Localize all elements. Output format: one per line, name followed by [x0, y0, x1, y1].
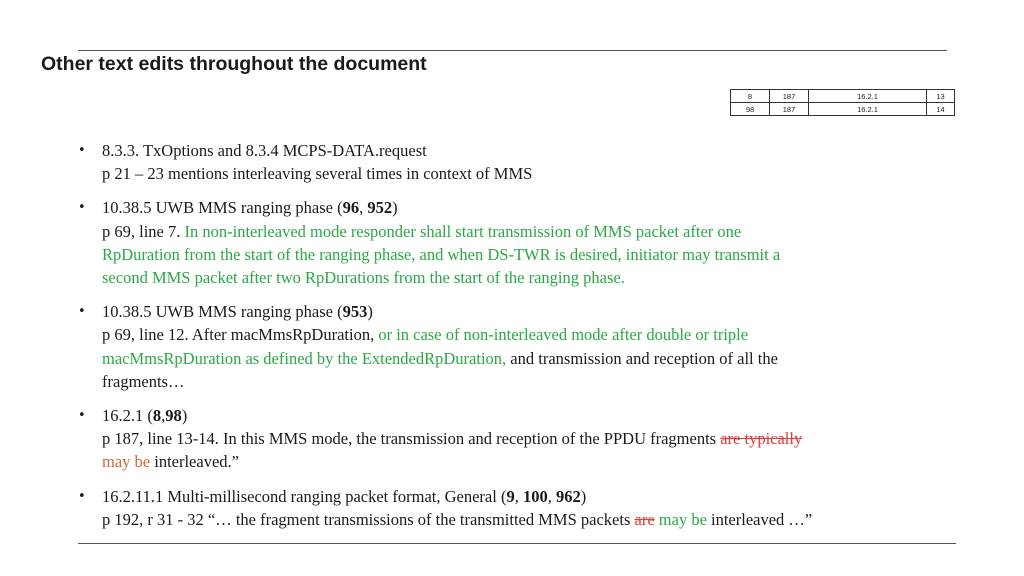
table-cell: 16.2.1: [809, 103, 927, 116]
clause-ref: 962: [555, 486, 581, 506]
deleted-text: are typically: [720, 429, 803, 449]
item-text: macMmsRpDuration as defined by the ExtendedRpDuration, and transmission and reception of all the: [102, 348, 778, 368]
item-text: p 69, line 12. After macMmsRpDuration, or in case of non-interleaved mode after double or triple: [102, 325, 749, 345]
list-item: [78, 404, 958, 474]
inserted-text: RpDuration from the start of the ranging phase, and when DS-TWR is desired, initiator may transmit a: [102, 244, 781, 264]
slide-title: Other text edits throughout the document: [41, 53, 427, 75]
item-text: p 21 – 23 mentions interleaving several times in context of MMS: [102, 164, 533, 184]
bullet-icon: •: [78, 143, 86, 158]
table-cell: 14: [927, 103, 955, 116]
bullet-icon: •: [78, 488, 86, 504]
item-text: p 187, line 13-14. In this MMS mode, the transmission and reception of the PPDU fragments are typically: [102, 429, 803, 449]
reference-table: [730, 89, 955, 116]
inserted-text: second MMS packet after two RpDurations from the start of the ranging phase.: [102, 268, 625, 288]
inserted-text: may be: [102, 452, 151, 472]
item-text: p 69, line 7. In non-interleaved mode responder shall start transmission of MMS packet after one: [102, 221, 742, 241]
bullet-icon: •: [78, 200, 86, 216]
inserted-text: may be: [658, 509, 707, 529]
item-text: p 192, r 31 - 32 “… the fragment transmissions of the transmitted MMS packets are may be interleaved …”: [102, 509, 813, 529]
clause-ref: 953: [342, 302, 368, 322]
table-cell: 16.2.1: [809, 90, 927, 103]
table-row: [731, 90, 955, 103]
bullet-icon: •: [78, 408, 86, 424]
bottom-rule: [78, 543, 956, 544]
list-item: [78, 485, 958, 531]
item-heading: 16.2.11.1 Multi-millisecond ranging packet format, General (9, 100, 962): [102, 486, 587, 506]
bullet-icon: •: [78, 304, 86, 320]
table-cell: 187: [770, 103, 809, 116]
clause-ref: 9: [506, 486, 515, 506]
clause-ref: 98: [165, 406, 182, 426]
table-cell: 187: [770, 90, 809, 103]
inserted-text: or in case of non-interleaved mode after double or triple: [378, 325, 749, 345]
list-item: [78, 300, 958, 393]
table-cell: 8: [731, 90, 770, 103]
table-row: [731, 103, 955, 116]
top-rule: [78, 50, 947, 51]
clause-ref: 8: [152, 406, 162, 426]
deleted-text: are: [634, 509, 655, 529]
item-text: fragments…: [102, 371, 185, 391]
clause-ref: 96: [342, 198, 360, 218]
edit-list: [78, 139, 958, 542]
item-text: may be interleaved.”: [102, 452, 239, 472]
clause-ref: 100: [522, 486, 548, 506]
table-cell: 98: [731, 103, 770, 116]
inserted-text: In non-interleaved mode responder shall start transmission of MMS packet after one: [184, 221, 742, 241]
item-heading: 10.38.5 UWB MMS ranging phase (953): [102, 302, 373, 322]
table-cell: 13: [927, 90, 955, 103]
list-item: [78, 139, 958, 185]
inserted-text: macMmsRpDuration as defined by the ExtendedRpDuration,: [102, 348, 507, 368]
item-heading: 16.2.1 (8,98): [102, 406, 188, 426]
item-heading: 8.3.3. TxOptions and 8.3.4 MCPS-DATA.request: [102, 141, 427, 160]
item-heading: 10.38.5 UWB MMS ranging phase (96, 952): [102, 198, 398, 218]
list-item: [78, 196, 958, 289]
clause-ref: 952: [367, 198, 393, 218]
